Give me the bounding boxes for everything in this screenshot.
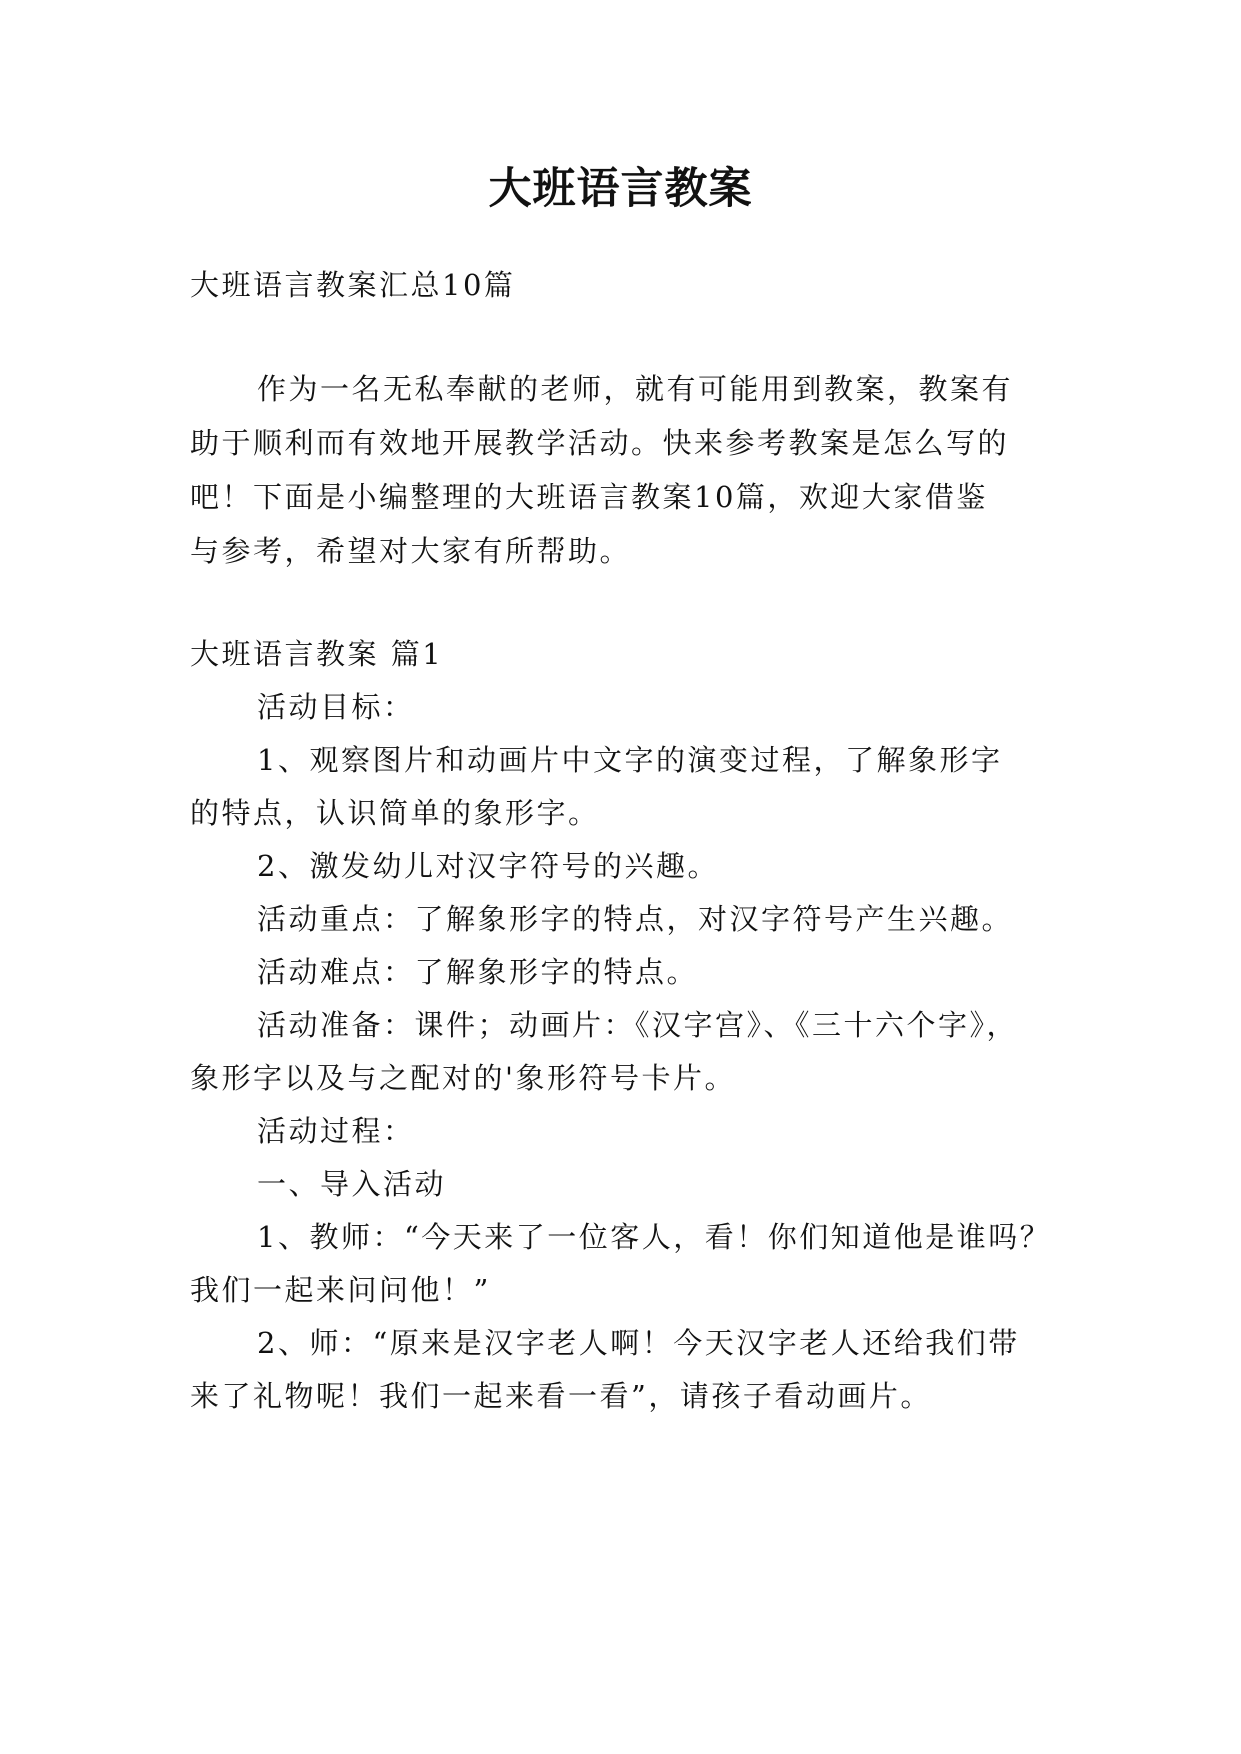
body-line: 一、导入活动 [257, 1167, 447, 1201]
body-line: 活动过程： [257, 1114, 415, 1148]
body-line: 2、师：“原来是汉字老人啊！今天汉字老人还给我们带 [257, 1326, 1020, 1360]
intro-line: 与参考，希望对大家有所帮助。 [190, 534, 632, 568]
body-line: 活动准备：课件；动画片：《汉字宫》、《三十六个字》， [257, 1008, 1019, 1042]
body-line: 2、激发幼儿对汉字符号的兴趣。 [257, 849, 719, 883]
body-line: 象形字以及与之配对的'象形符号卡片。 [190, 1061, 736, 1095]
body-line: 来了礼物呢！我们一起来看一看”，请孩子看动画片。 [190, 1379, 932, 1413]
body-line: 的特点，认识简单的象形字。 [190, 796, 600, 830]
body-line: 1、教师：“今天来了一位客人，看！你们知道他是谁吗？ [257, 1220, 1052, 1254]
section-heading: 大班语言教案 篇1 [190, 637, 444, 671]
document-subtitle: 大班语言教案汇总10篇 [190, 268, 516, 302]
intro-line: 作为一名无私奉献的老师，就有可能用到教案，教案有 [257, 372, 1014, 406]
body-line: 活动难点：了解象形字的特点。 [257, 955, 699, 989]
body-line: 活动目标： [257, 690, 415, 724]
body-line: 我们一起来问问他！” [190, 1273, 491, 1307]
body-line: 活动重点：了解象形字的特点，对汉字符号产生兴趣。 [257, 902, 1014, 936]
intro-line: 吧！下面是小编整理的大班语言教案10篇，欢迎大家借鉴 [190, 480, 988, 514]
body-line: 1、观察图片和动画片中文字的演变过程，了解象形字 [257, 743, 1003, 777]
document-title: 大班语言教案 [488, 164, 753, 214]
intro-line: 助于顺利而有效地开展教学活动。快来参考教案是怎么写的 [190, 426, 1010, 460]
